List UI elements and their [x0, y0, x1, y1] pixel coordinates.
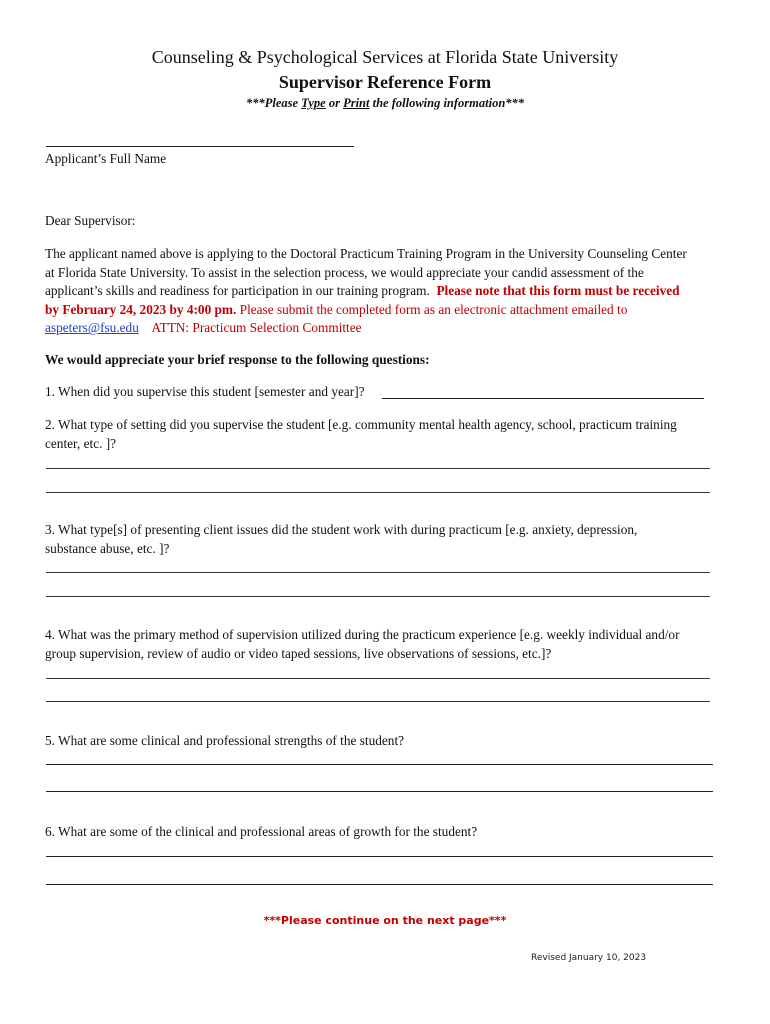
- question-4-line-2: group supervision, review of audio or video taped sessions, live observations of sessions, etc.]?: [45, 645, 552, 661]
- answer-line-q2-2[interactable]: [46, 492, 710, 493]
- answer-line-q3-1[interactable]: [46, 572, 710, 573]
- letter-body: [45, 245, 725, 338]
- revision-date: Revised January 10, 2023: [531, 953, 647, 963]
- answer-line-q6-1[interactable]: [46, 856, 713, 857]
- answer-line-q5-2[interactable]: [46, 791, 713, 792]
- instruction-print: Print: [343, 96, 370, 110]
- form-title: Supervisor Reference Form: [278, 72, 492, 92]
- answer-line-q5-1[interactable]: [46, 764, 713, 765]
- answer-line-q2-1[interactable]: [46, 468, 710, 469]
- letter-line-1: The applicant named above is applying to the Doctoral Practicum Training Program in the University Counseling Center: [45, 246, 687, 261]
- question-2-line-2: center, etc. ]?: [45, 435, 117, 451]
- answer-field-q1[interactable]: [382, 398, 704, 399]
- email-link[interactable]: aspeters@fsu.edu: [45, 320, 139, 336]
- attn-line: ATTN: Practicum Selection Committee: [151, 320, 362, 336]
- answer-line-q3-2[interactable]: [46, 596, 710, 597]
- letter-line-4: [45, 301, 725, 320]
- salutation: Dear Supervisor:: [45, 213, 136, 228]
- question-3: [45, 521, 725, 558]
- letter-line-3-text: applicant’s skills and readiness for participation in our training program.: [45, 283, 430, 299]
- question-3-line-1: 3. What type[s] of presenting client issues did the student work with during practicum [e.g. anxiety, depression,: [45, 522, 638, 537]
- answer-line-q6-2[interactable]: [46, 884, 713, 885]
- question-1: 1. When did you supervise this student [semester and year]?: [45, 384, 365, 399]
- letter-line-2: at Florida State University. To assist in the selection process, we would appreciate your candid assessment of the: [45, 264, 644, 280]
- question-5: 5. What are some clinical and professional strengths of the student?: [45, 733, 405, 748]
- letter-line-3: [45, 282, 725, 301]
- question-2-line-1: 2. What type of setting did you supervise the student [e.g. community mental health agency, school, practicum training: [45, 417, 677, 432]
- letter-line-5: [45, 319, 725, 338]
- instruction-post: the following information***: [369, 96, 525, 110]
- question-6: 6. What are some of the clinical and professional areas of growth for the student?: [45, 824, 478, 839]
- answer-line-q4-1[interactable]: [46, 678, 710, 679]
- instruction-type: Type: [301, 96, 326, 110]
- question-3-line-2: substance abuse, etc. ]?: [45, 540, 170, 556]
- institution-title: Counseling & Psychological Services at Florida State University: [151, 47, 619, 67]
- question-4: [45, 626, 725, 663]
- applicant-name-field[interactable]: [46, 146, 354, 147]
- question-4-line-1: 4. What was the primary method of supervision utilized during the practicum experience [e.g. weekly individual and/or: [45, 627, 680, 642]
- continue-notice: ***Please continue on the next page***: [263, 914, 507, 927]
- deadline-notice-2: by February 24, 2023 by 4:00 pm.: [45, 301, 237, 317]
- question-2: [45, 416, 725, 453]
- applicant-name-label: Applicant’s Full Name: [45, 151, 167, 166]
- instruction-or: or: [325, 96, 344, 110]
- deadline-notice-1: Please note that this form must be received: [436, 283, 680, 299]
- instruction-pre: ***Please: [245, 96, 302, 110]
- submit-instructions: Please submit the completed form as an electronic attachment emailed to: [236, 301, 628, 317]
- questions-intro: We would appreciate your brief response to the following questions:: [45, 352, 430, 367]
- instruction-line: [0, 96, 770, 110]
- answer-line-q4-2[interactable]: [46, 701, 710, 702]
